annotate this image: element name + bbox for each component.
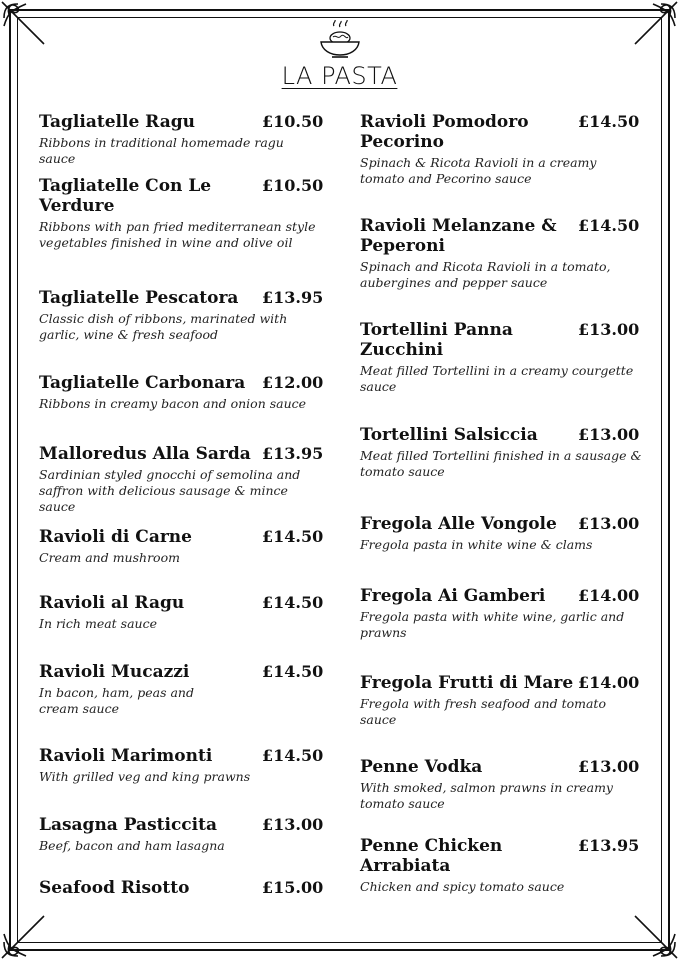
item-price: £14.50 [578,216,640,235]
pasta-bowl-icon [318,20,362,60]
menu-item [360,320,642,395]
item-price: £14.00 [578,673,640,692]
item-description: Fregola with fresh seafood and tomato sauce [360,696,606,727]
item-name: Ravioli Marimonti [39,746,213,766]
menu-item [360,757,642,812]
item-name: Lasagna Pasticcita [39,815,217,835]
corner-ornament-icon [0,0,46,46]
item-price: £13.00 [578,425,640,444]
item-description: Cream and mushroom [39,550,180,565]
item-description: Ribbons in traditional homemade ragu sauce [39,135,284,166]
item-name: Fregola Frutti di Mare [360,673,574,693]
item-price: £13.00 [578,320,640,339]
item-description: Meat filled Tortellini finished in a sausage & tomato sauce [360,448,642,479]
menu-item [39,176,324,251]
item-description: With grilled veg and king prawns [39,769,251,784]
menu-item [39,878,324,898]
item-name: Penne Vodka [360,757,483,777]
item-description: Ribbons with pan fried mediterranean style vegetables finished in wine and olive oil [39,219,316,250]
item-name: Seafood Risotto [39,878,190,898]
page-title: LA PASTA [281,62,398,90]
corner-ornament-icon [633,914,679,960]
item-name: Ravioli Melanzane & Peperoni [360,216,557,256]
item-price: £13.00 [578,757,640,776]
item-price: £14.50 [578,112,640,131]
menu-item [360,836,642,895]
item-description: Meat filled Tortellini in a creamy courgette sauce [360,363,634,394]
item-name: Ravioli al Ragu [39,593,185,613]
item-price: £13.95 [262,444,324,463]
item-name: Ravioli Pomodoro Pecorino [360,112,529,152]
item-price: £14.50 [262,662,324,681]
menu-item [39,593,324,632]
item-name: Tagliatelle Carbonara [39,373,246,393]
item-price: £14.50 [262,746,324,765]
item-price: £13.00 [578,514,640,533]
menu-item [39,746,324,785]
item-description: Beef, bacon and ham lasagna [39,838,225,853]
item-description: Spinach and Ricota Ravioli in a tomato, aubergines and pepper sauce [360,259,611,290]
item-description: With smoked, salmon prawns in creamy tomato sauce [360,780,613,811]
menu-item [39,815,324,854]
item-price: £10.50 [262,176,324,195]
menu-item [360,514,642,553]
item-name: Tortellini Panna Zucchini [360,320,513,360]
item-name: Ravioli di Carne [39,527,192,547]
menu-item [39,444,324,515]
menu-item [39,662,324,717]
item-name: Tagliatelle Pescatora [39,288,239,308]
item-description: Fregola pasta in white wine & clams [360,537,593,552]
menu-item [360,673,642,728]
item-description: Ribbons in creamy bacon and onion sauce [39,396,307,411]
item-name: Penne Chicken Arrabiata [360,836,503,876]
item-name: Malloredus Alla Sarda [39,444,251,464]
item-price: £10.50 [262,112,324,131]
menu-item [360,112,642,187]
menu-item [360,425,642,480]
item-price: £12.00 [262,373,324,392]
item-name: Tagliatelle Con Le Verdure [39,176,212,216]
item-name: Fregola Ai Gamberi [360,586,546,606]
item-price: £13.00 [262,815,324,834]
item-price: £13.95 [262,288,324,307]
corner-ornament-icon [0,914,46,960]
menu-item [39,373,324,412]
item-price: £15.00 [262,878,324,897]
item-name: Fregola Alle Vongole [360,514,557,534]
item-description: Chicken and spicy tomato sauce [360,879,565,894]
item-description: In bacon, ham, peas and cream sauce [39,685,194,716]
menu-item [39,527,324,566]
item-description: Spinach & Ricota Ravioli in a creamy tomato and Pecorino sauce [360,155,597,186]
menu-item [360,586,642,641]
menu-item [39,112,324,167]
item-description: In rich meat sauce [39,616,157,631]
item-name: Ravioli Mucazzi [39,662,190,682]
item-name: Tortellini Salsiccia [360,425,538,445]
item-description: Sardinian styled gnocchi of semolina and saffron with delicious sausage & mince sauce [39,467,301,514]
menu-item [39,288,324,343]
item-price: £13.95 [578,836,640,855]
corner-ornament-icon [633,0,679,46]
item-price: £14.50 [262,593,324,612]
item-price: £14.50 [262,527,324,546]
item-price: £14.00 [578,586,640,605]
item-description: Classic dish of ribbons, marinated with garlic, wine & fresh seafood [39,311,288,342]
item-description: Fregola pasta with white wine, garlic and prawns [360,609,625,640]
menu-item [360,216,642,291]
item-name: Tagliatelle Ragu [39,112,195,132]
